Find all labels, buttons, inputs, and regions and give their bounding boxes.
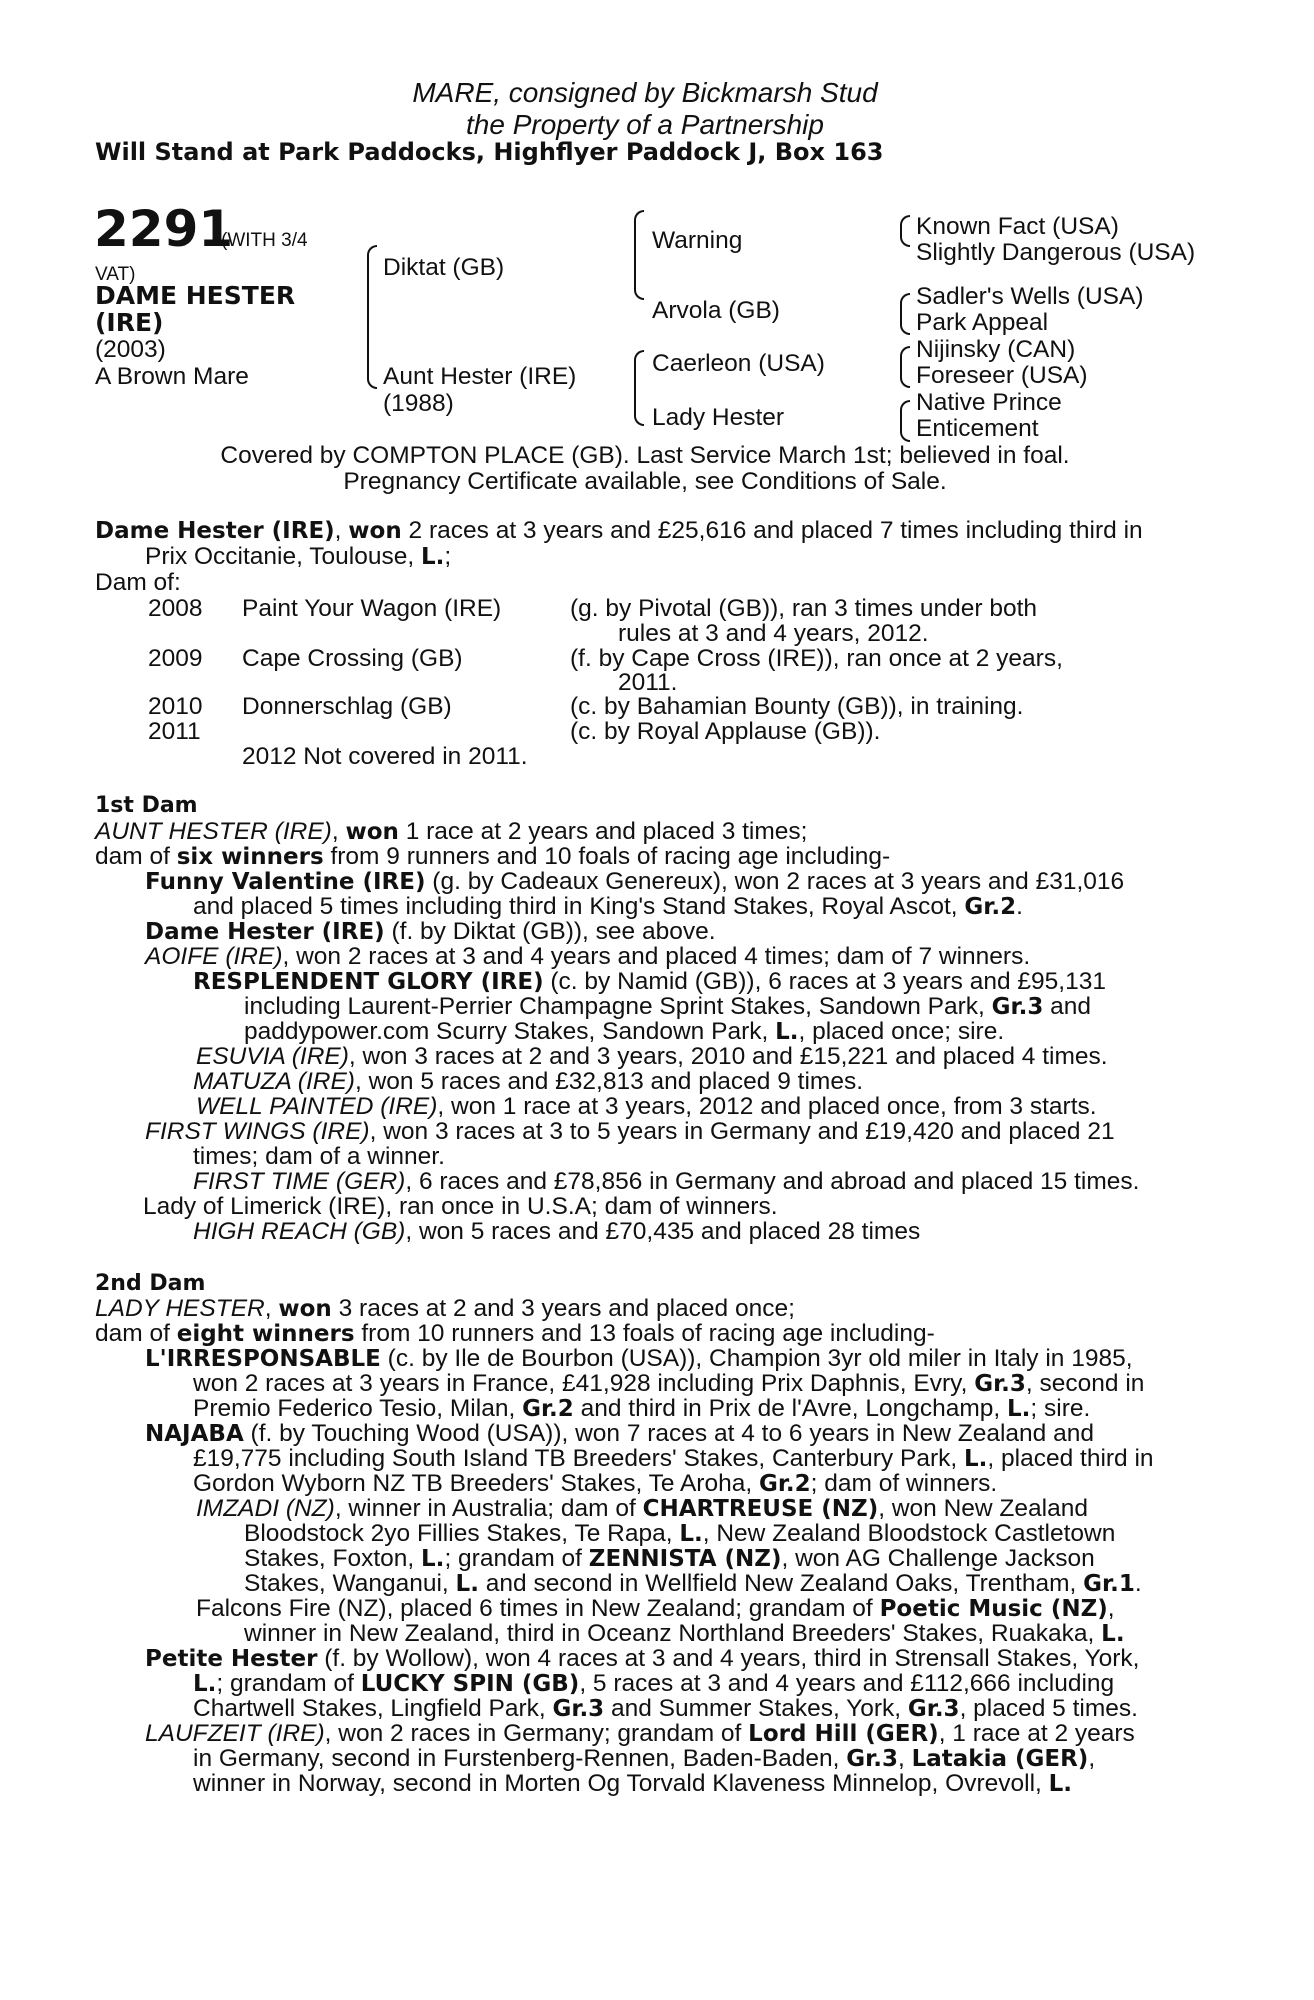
first-dam-line: paddypower.com Scurry Stakes, Sandown Park, L., placed once; sire. [244,1018,1005,1045]
second-dam-line: Falcons Fire (NZ), placed 6 times in New Zealand; grandam of Poetic Music (NZ), [196,1595,1115,1622]
pedigree-ds: Caerleon (USA) [652,350,825,377]
second-dam-line: in Germany, second in Furstenberg-Rennen, Baden-Baden, Gr.3, Latakia (GER), [193,1745,1096,1772]
produce-year: 2011 [148,718,201,745]
pedigree-dd: Lady Hester [652,404,785,431]
record-won: won [348,518,402,544]
first-dam-line: and placed 5 times including third in King's Stand Stakes, Royal Ascot, Gr.2. [193,893,1023,920]
pedigree-brace-4 [900,215,910,247]
pedigree-brace-7 [900,400,910,442]
produce-year: 2009 [148,645,203,672]
produce-year: 2008 [148,595,203,622]
record-horse-name: Dame Hester (IRE) [95,518,335,544]
horse-description: A Brown Mare [95,363,249,390]
second-dam-line: L'IRRESPONSABLE (c. by Ile de Bourbon (USA)), Champion 3yr old miler in Italy in 1985, [145,1345,1133,1372]
second-dam-line: Chartwell Stakes, Lingfield Park, Gr.3 and Summer Stakes, York, Gr.3, placed 5 times. [193,1695,1138,1722]
second-dam-line: Stakes, Wanganui, L. and second in Wellfield New Zealand Oaks, Trentham, Gr.1. [244,1570,1142,1597]
pedigree-dsd: Foreseer (USA) [916,362,1088,389]
horse-name: DAME HESTER [95,281,296,310]
lot-vat-b: VAT) [95,264,136,285]
second-dam-line: £19,775 including South Island TB Breeders' Stakes, Canterbury Park, L., placed third in [193,1445,1154,1472]
header-line-1: MARE, consigned by Bickmarsh Stud [412,77,878,108]
produce-name: Cape Crossing (GB) [242,645,463,672]
second-dam-heading: 2nd Dam [95,1271,206,1296]
pedigree-brace-5 [900,293,910,335]
lot-number: 2291 [94,200,234,258]
first-dam-line: Funny Valentine (IRE) (g. by Cadeaux Genereux), won 2 races at 3 years and £31,016 [145,868,1125,895]
second-dam-line: LAUFZEIT (IRE), won 2 races in Germany; grandam of Lord Hill (GER), 1 race at 2 years [145,1720,1135,1747]
first-dam-line: times; dam of a winner. [193,1143,445,1170]
first-dam-line: HIGH REACH (GB), won 5 races and £70,435 and placed 28 times [193,1218,921,1245]
second-dam-line: dam of eight winners from 10 runners and 13 foals of racing age including- [95,1320,935,1347]
first-dam-heading: 1st Dam [95,793,198,818]
second-dam-line: NAJABA (f. by Touching Wood (USA)), won 7 races at 4 to 6 years in New Zealand and [145,1420,1094,1447]
first-dam-line: Lady of Limerick (IRE), ran once in U.S.A; dam of winners. [143,1193,778,1220]
first-dam-line: ESUVIA (IRE), won 3 races at 2 and 3 years, 2010 and £15,221 and placed 4 times. [196,1043,1108,1070]
pedigree-brace-2 [634,210,644,300]
dam-of-label: Dam of: [95,569,181,596]
horse-year: (2003) [95,336,166,363]
second-dam-line: Petite Hester (f. by Wollow), won 4 races at 3 and 4 years, third in Strensall Stakes, York, [145,1645,1140,1672]
record-line-1: Dame Hester (IRE), won 2 races at 3 years and £25,616 and placed 7 times including third in [95,517,1143,544]
pedigree-sds: Sadler's Wells (USA) [916,283,1144,310]
produce-desc: (f. by Cape Cross (IRE)), ran once at 2 years, [570,645,1063,672]
first-dam-line: including Laurent-Perrier Champagne Sprint Stakes, Sandown Park, Gr.3 and [244,993,1092,1020]
first-dam-line: FIRST WINGS (IRE), won 3 races at 3 to 5 years in Germany and £19,420 and placed 21 [145,1118,1115,1145]
covered-line-1: Covered by COMPTON PLACE (GB). Last Service March 1st; believed in foal. [220,442,1070,469]
second-dam-line: Gordon Wyborn NZ TB Breeders' Stakes, Te Aroha, Gr.2; dam of winners. [193,1470,998,1497]
pedigree-ss: Warning [652,227,743,254]
second-dam-line: Bloodstock 2yo Fillies Stakes, Te Rapa, L., New Zealand Bloodstock Castletown [244,1520,1116,1547]
pedigree-dam-year: (1988) [383,390,454,417]
pedigree-dds: Native Prince [916,389,1062,416]
first-dam-line: Dame Hester (IRE) (f. by Diktat (GB)), see above. [145,918,716,945]
first-dam-line: AOIFE (IRE), won 2 races at 3 and 4 years and placed 4 times; dam of 7 winners. [145,943,1031,970]
produce-name: Paint Your Wagon (IRE) [242,595,502,622]
first-dam-line: WELL PAINTED (IRE), won 1 race at 3 years, 2012 and placed once, from 3 starts. [196,1093,1097,1120]
first-dam-line: AUNT HESTER (IRE), won 1 race at 2 years and placed 3 times; [95,818,808,845]
pedigree-brace-1 [367,245,377,389]
pedigree-sdd: Park Appeal [916,309,1049,336]
first-dam-line: RESPLENDENT GLORY (IRE) (c. by Namid (GB)), 6 races at 3 years and £95,131 [193,968,1106,995]
lot-vat-a: (WITH 3/4 [221,230,308,251]
second-dam-line: Premio Federico Tesio, Milan, Gr.2 and third in Prix de l'Avre, Longchamp, L.; sire. [193,1395,1091,1422]
produce-desc: (g. by Pivotal (GB)), ran 3 times under both [570,595,1038,622]
first-dam-line: MATUZA (IRE), won 5 races and £32,813 and placed 9 times. [193,1068,863,1095]
produce-name: Donnerschlag (GB) [242,693,452,720]
pedigree-dss: Nijinsky (CAN) [916,336,1076,363]
produce-desc-cont: rules at 3 and 4 years, 2012. [618,620,929,647]
first-dam-line: dam of six winners from 9 runners and 10 foals of racing age including- [95,843,891,870]
second-dam-line: LADY HESTER, won 3 races at 2 and 3 years and placed once; [95,1295,795,1322]
produce-desc: (c. by Bahamian Bounty (GB)), in training. [570,693,1024,720]
second-dam-line: L.; grandam of LUCKY SPIN (GB), 5 races at 3 and 4 years and £112,666 including [193,1670,1115,1697]
produce-desc: (c. by Royal Applause (GB)). [570,718,881,745]
pedigree-sd: Arvola (GB) [652,297,780,324]
second-dam-line: Stakes, Foxton, L.; grandam of ZENNISTA (NZ), won AG Challenge Jackson [244,1545,1095,1572]
first-dam-line: FIRST TIME (GER), 6 races and £78,856 in Germany and abroad and placed 15 times. [193,1168,1140,1195]
header-line-2: the Property of a Partnership [466,109,824,140]
horse-country: (IRE) [95,308,164,337]
second-dam-line: winner in New Zealand, third in Oceanz Northland Breeders' Stakes, Ruakaka, L. [244,1620,1125,1647]
pedigree-brace-6 [900,346,910,388]
second-dam-line: won 2 races at 3 years in France, £41,928 including Prix Daphnis, Evry, Gr.3, second in [193,1370,1145,1397]
pedigree-brace-3 [634,350,644,426]
pedigree-dam: Aunt Hester (IRE) [383,363,577,390]
produce-year: 2010 [148,693,203,720]
produce-note: 2012 Not covered in 2011. [242,743,528,770]
second-dam-line: IMZADI (NZ), winner in Australia; dam of CHARTREUSE (NZ), won New Zealand [196,1495,1088,1522]
second-dam-line: winner in Norway, second in Morten Og Torvald Klaveness Minnelop, Ovrevoll, L. [193,1770,1073,1797]
pedigree-ssd: Slightly Dangerous (USA) [916,239,1196,266]
stand-location: Will Stand at Park Paddocks, Highflyer Paddock J, Box 163 [95,138,884,166]
pedigree-ddd: Enticement [916,415,1039,442]
record-line-2: Prix Occitanie, Toulouse, L.; [145,543,452,570]
covered-line-2: Pregnancy Certificate available, see Conditions of Sale. [343,468,947,495]
produce-desc-cont: 2011. [618,669,678,696]
pedigree-sire: Diktat (GB) [383,254,505,281]
pedigree-sss: Known Fact (USA) [916,213,1119,240]
